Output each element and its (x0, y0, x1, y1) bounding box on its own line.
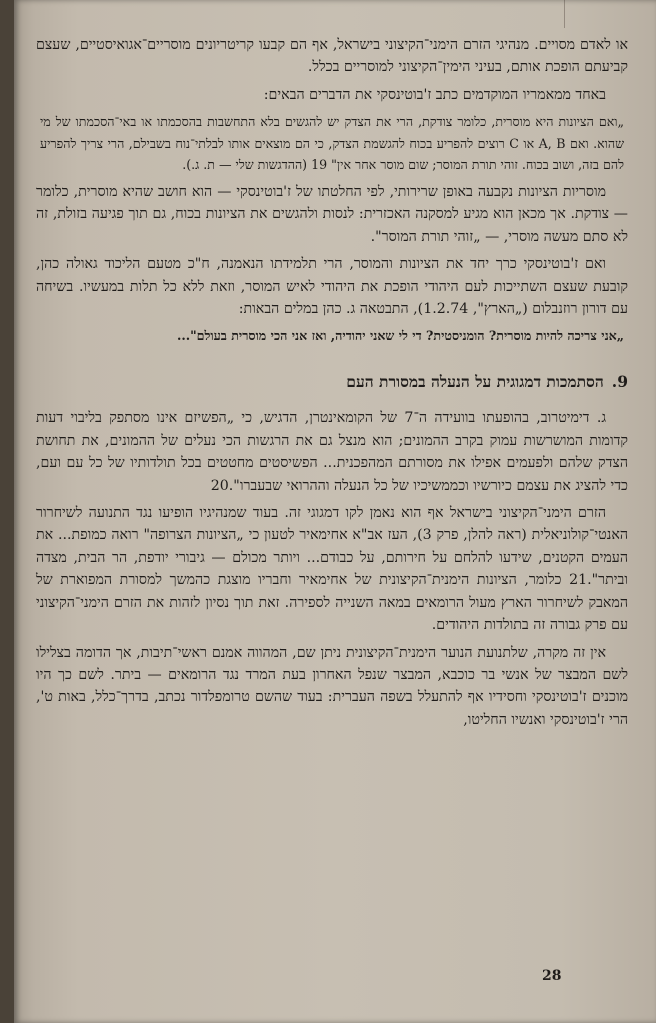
section-title: הסתמכות דמגוגית על הנעלה במסורת העם (346, 372, 604, 392)
paragraph-3: מוסריות הציונות נקבעה באופן שרירותי, לפי החלטתו של ז'בוטינסקי — הוא חושב שהיא מוסרית, כלומר — צודקת. אך מכאן הוא מגיע למסקנה האכזרית: לנסות ולהגשים את הציונות בכוח, גם תוך פגיעה בזולת, זה לא סתם מעשה מוסרי, — „זוהי תורת המוסר". (36, 184, 628, 245)
section-number: 9. (611, 372, 628, 392)
page-number: 28 (542, 968, 562, 984)
paragraph-5: ג. דימיטרוב, בהופעתו בוועידה ה־7 של הקומאינטרן, הדגיש, כי „הפשיזם אינו מסתפק בליבוי דעות קדומות המושרשות עמוק בקרב ההמונים; הוא מנצל גם את הרגשות הכי נעלים של ההמונים, את תחושת הצדק שלהם ולפעמים אפילו את מסורתם המהפכנית... הפשיסטים מחטטים בכל תולדותיו של כל עם ועם, כדי להציג את עצמם כיורשיו וכממשיכיו של כל הנעלה וההרואי שבעברו".20 (36, 410, 628, 494)
quote-jabotinsky: „ואם הציונות היא מוסרית, כלומר צודקת, הרי את הצדק יש להגשים בלא התחשבות בהסכמתו או באי־הסכמתו של מי שהוא. ואם A, B או C רוצים להפריע בכוח להגשמת הצדק, כי הם מוצאים אותו לבלתי־נוח בשבילם, הרי צריך להפריע להם בזה, ושוב בכוח. זוהי תורת המוסר; שום מוסר אחר אין" 19 (ההדגשות שלי — ת. ג.). (40, 114, 625, 173)
section-heading (36, 371, 628, 393)
page-body-text (36, 34, 628, 731)
paragraph-6: הזרם הימני־הקיצוני בישראל אף הוא נאמן לקו דמגוגי זה. בעוד שמנהיגיו הופיעו נגד התנועה לשיחרור האנטי־קולוניאלית (ראה להלן, פרק 3), העז אב"א אחימאיר לטעון כי „הציונות הצרופה" רואה כמופת... את העמים הקטנים, שידעו להלחם על חירותם, על כבודם... ויותר מכולם — גיבורי יודפת, הר הבית, מצדה וביתר".21 כלומר, הציונות הימנית־הקיצונית של אחימאיר וחבריו מוצגת כהמשך למסורת המפוארת של המאבק לשיחרור הארץ מעול הרומאים במאה השנייה לספירה. זאת תוך נסיון לזהות את הזרם הימני־הקיצוני עם פרק גבורה זה בתולדות היהודים. (36, 505, 628, 634)
page-fold-line (564, 0, 565, 28)
paragraph-2: באחד ממאמריו המוקדמים כתב ז'בוטינסקי את הדברים הבאים: (263, 86, 606, 103)
quote-geula-cohen: „אני צריכה להיות מוסרית? הומניסטית? די לי שאני יהודיה, ואז אני הכי מוסרית בעולם"... (176, 328, 624, 344)
paragraph-4: ואם ז'בוטינסקי כרך יחד את הציונות והמוסר, הרי תלמידתו הנאמנה, ח"כ מטעם הליכוד גאולה כהן, קובעת שעצם השתייכות לעם היהודי הופכת את היהודי לאיש המוסר, וזאת ללא כל תלות במעשיו. בשיחה עם דורון רוזנבלום („הארץ", 1.2.74), התבטאה ג. כהן במלים הבאות: (36, 256, 628, 318)
book-page (14, 0, 656, 1023)
paragraph-1: או לאדם מסויים. מנהיגי הזרם הימני־הקיצוני בישראל, אף הם קבעו קריטריונים מוסריים־אגואיסטיים, שעצם קביעתם הופכת אותם, בעיני הימין־הקיצוני למוסריים בכלל. (36, 37, 628, 76)
paragraph-7: אין זה מקרה, שלתנועת הנוער הימנית־הקיצונית ניתן שם, המהווה אמנם ראשי־תיבות, אך הדומה בצלילו לשם המבצר של אנשי בר כוכבא, המבצר שנפל האחרון בעת המרד נגד הרומאים — ביתר. לשם כך היו מוכנים ז'בוטינסקי וחסידיו אף להתעלל בשפה העברית: בעוד שהשם טרומפלדור נכתב, בדרך־כלל, באות ט', הרי ז'בוטינסקי ואנשיו החליטו, (36, 644, 628, 728)
